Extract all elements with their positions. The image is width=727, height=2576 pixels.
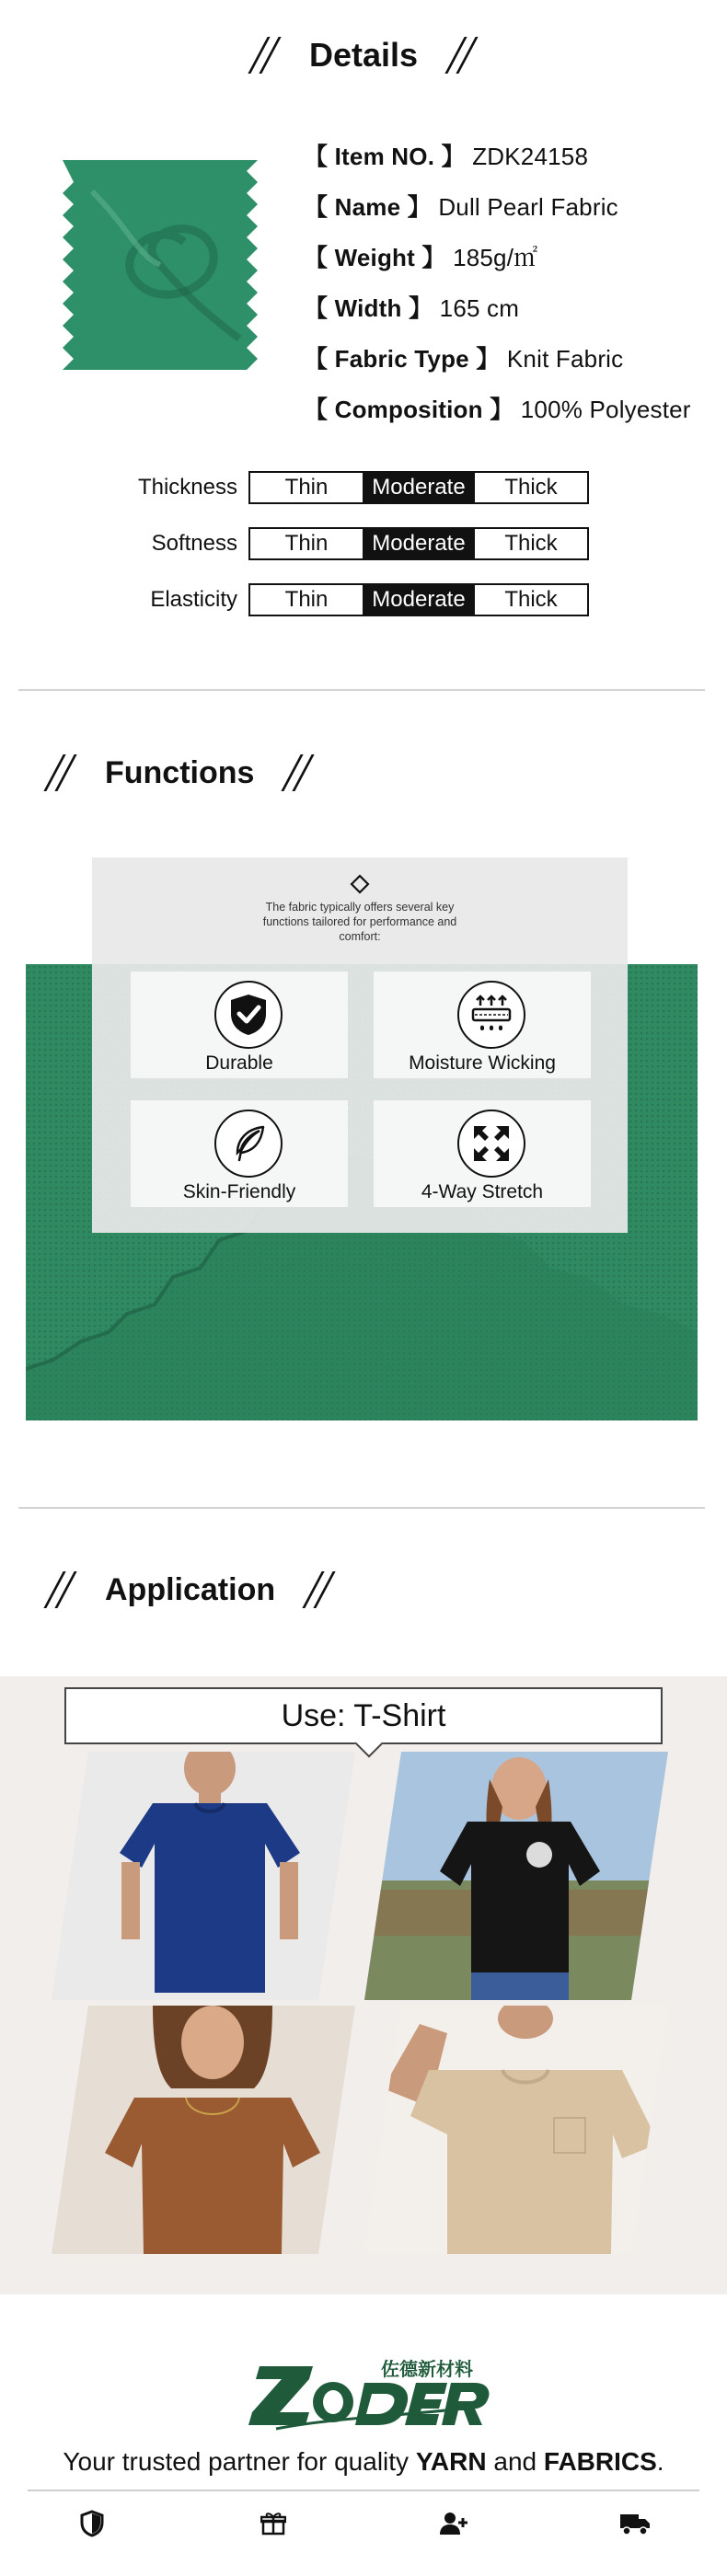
function-label: 4-Way Stretch xyxy=(421,1181,544,1202)
spec-name: 【 Name 】 Dull Pearl Fabric xyxy=(304,193,618,221)
function-label: Skin-Friendly xyxy=(182,1181,296,1202)
scale-option: Thick xyxy=(504,475,558,500)
function-card-four-way-stretch xyxy=(374,1100,591,1207)
shield-check-icon xyxy=(214,981,283,1049)
four-way-stretch-icon xyxy=(457,1110,525,1178)
black-tshirt-photo xyxy=(364,1752,668,2000)
scale-option-selected: Moderate xyxy=(363,473,475,502)
scale-option: Thin xyxy=(284,531,329,556)
property-thickness xyxy=(0,471,727,504)
softness-scale xyxy=(248,527,589,560)
property-softness xyxy=(0,527,727,560)
shield-icon[interactable] xyxy=(76,2508,108,2539)
spec-composition: 【 Composition 】 100% Polyester xyxy=(304,396,691,423)
brown-tshirt-photo xyxy=(52,2006,355,2254)
details-title: Details xyxy=(308,36,419,74)
slash-decoration xyxy=(247,35,283,75)
functions-panel xyxy=(92,857,628,1233)
spec-width: 【 Width 】 165 cm xyxy=(304,294,520,322)
function-card-skin-friendly xyxy=(131,1100,348,1207)
slash-decoration xyxy=(444,35,480,75)
scale-option-selected: Moderate xyxy=(363,585,475,615)
slash-decoration xyxy=(42,1570,79,1610)
function-label: Moisture Wicking xyxy=(409,1052,556,1074)
navy-tshirt-photo xyxy=(52,1752,355,2000)
scale-option: Thin xyxy=(284,475,329,500)
functions-title: Functions xyxy=(105,754,255,790)
function-card-durable xyxy=(131,972,348,1078)
use-label-box: Use: T-Shirt xyxy=(64,1687,663,1744)
spec-fabric-type: 【 Fabric Type 】 Knit Fabric xyxy=(304,345,624,373)
gift-icon[interactable] xyxy=(258,2508,289,2539)
property-elasticity xyxy=(0,583,727,616)
scale-option: Thick xyxy=(504,587,558,612)
functions-intro-text: The fabric typically offers several key functions tailored for performance and comfort: xyxy=(262,901,457,943)
slash-decoration xyxy=(42,753,79,793)
add-user-icon[interactable] xyxy=(438,2508,469,2539)
spec-item-no: 【 Item NO. 】 ZDK24158 xyxy=(304,143,589,170)
truck-icon[interactable] xyxy=(619,2508,651,2539)
property-label: Softness xyxy=(151,531,237,556)
feather-icon xyxy=(214,1110,283,1178)
footer-divider xyxy=(28,2490,699,2491)
application-title: Application xyxy=(105,1571,276,1607)
scale-option: Thick xyxy=(504,531,558,556)
thickness-scale xyxy=(248,471,589,504)
functions-heading xyxy=(42,753,317,793)
tagline: Your trusted partner for quality YARN and FABRICS. xyxy=(63,2447,664,2476)
slash-decoration xyxy=(280,753,317,793)
scale-option-selected: Moderate xyxy=(363,529,475,558)
logo-chinese-text: 佐德新材料 xyxy=(381,2358,473,2380)
slash-decoration xyxy=(301,1570,338,1610)
section-divider xyxy=(18,689,705,691)
property-label: Elasticity xyxy=(150,587,237,612)
details-heading xyxy=(0,35,727,75)
elasticity-scale xyxy=(248,583,589,616)
zoder-logo xyxy=(0,2352,727,2434)
beige-tshirt-photo xyxy=(364,2006,668,2254)
spec-weight: 【 Weight 】 185g/㎡ xyxy=(304,244,538,271)
diamond-icon xyxy=(350,874,370,894)
function-card-moisture-wicking xyxy=(374,972,591,1078)
section-divider xyxy=(18,1507,705,1509)
property-label: Thickness xyxy=(137,475,237,500)
function-label: Durable xyxy=(205,1052,273,1074)
application-heading xyxy=(42,1570,338,1610)
moisture-wicking-icon xyxy=(457,981,525,1049)
fabric-swatch-image xyxy=(55,155,265,375)
scale-option: Thin xyxy=(284,587,329,612)
